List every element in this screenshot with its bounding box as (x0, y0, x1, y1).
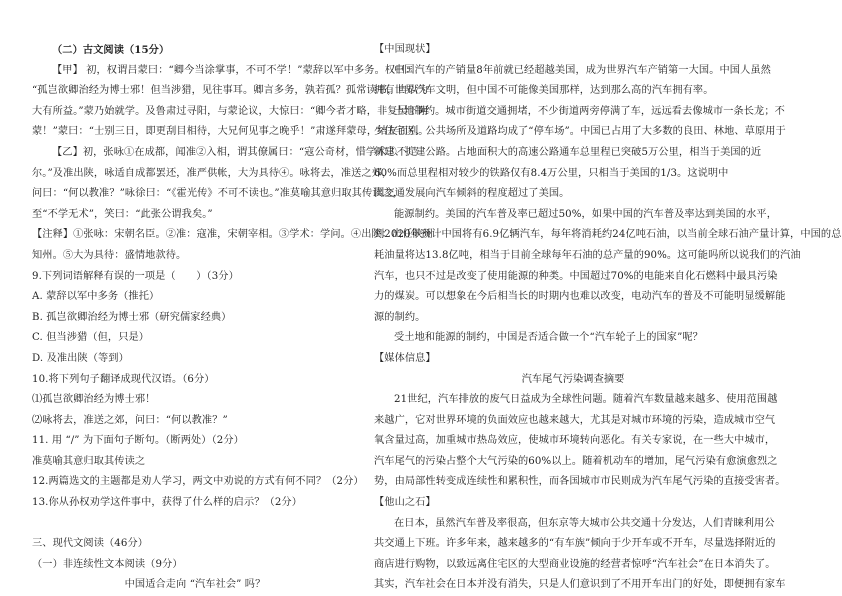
annotation-line: 【注释】①张咏：宋朝名臣。②准：寇准，宋朝宰相。③学术：学问。④出陕：出任陕州 (32, 229, 434, 241)
text-line: 60%而总里程相对较少的铁路仅有8.4万公里，只相当于美国的1/3。这说明中 (374, 167, 729, 179)
option-d: D. 及准出陕（等到） (32, 352, 129, 364)
question-11-sentence: 准莫喻其意归取其传读之 (32, 455, 146, 467)
text-line: 【乙】初，张咏①在成都，闻准②入相，谓其僚属曰：“寇公奇材，惜学术③不足 (52, 146, 418, 158)
text-line: 至“不学无术”，笑曰：“此张公谓我矣。” (32, 208, 213, 220)
option-a: A. 蒙辞以军中多务（推托） (32, 291, 160, 303)
text-line: 共交通上下班。许多年来，越来越多的“有车族”倾向于少开车或不开车，尽量选择附近的 (374, 538, 776, 550)
section-heading: （二）古文阅读（15分） (52, 44, 170, 56)
text-line: 汽车尾气的污染占整个大气污染的60%以上。随着机动车的增加，尾气污染有愈演愈烈之 (374, 455, 778, 467)
text-line: 势，由局部性转变成连续性和累积性，而各国城市市民则成为汽车尾气污染的直接受害者。 (374, 476, 786, 488)
question-10-1: ⑴孤岂欲卿治经为博士邪！ (32, 394, 156, 406)
question-13: 13.你从孙权劝学这件事中，获得了什么样的启示？（2分） (32, 497, 302, 509)
text-line: 来越广，它对世界环境的负面效应也越来越大，尤其是对城市环境的污染，造成城市空气 (374, 414, 776, 426)
text-line: 在日本，虽然汽车普及率很高，但东京等大城市公共交通十分发达，人们青睐利用公 (394, 517, 775, 529)
option-b: B. 孤岂欲卿治经为博士邪（研究儒家经典） (32, 311, 232, 323)
text-line: 耗油量将达13.8亿吨，相当于目前全球每年石油的总产量的90%。这可能吗所以说我们的汽油 (374, 249, 801, 261)
option-c: C. 但当涉猎（但，只是） (32, 332, 150, 344)
article-title: 汽车尾气污染调查摘要 (521, 373, 625, 385)
text-line: 其实，汽车社会在日本并没有消失，只是人们意识到了不用开车出门的好处，即便拥有家车 (374, 579, 786, 591)
text-line: 汽车，也只不过是改变了使用能源的种类。中国超过70%的电能来自化石燃料中最具污染 (374, 270, 778, 282)
text-line: 土地制约。城市街道交通拥堵，不少街道两旁停满了车，远远看去像城市一条长龙；不 (394, 105, 785, 117)
text-line: 蒙！”蒙曰：“士别三日，即更刮目相待，大兄何见事之晚乎！”肃遂拜蒙母，结友而别。 (32, 126, 429, 138)
text-line: 少住宅区、公共场所及道路均成了“停车场”。中国已占用了大多数的良田、林地、草原用于 (374, 126, 786, 138)
text-line: 拥有世界汽车文明，但中国不可能像美国那样，达到那么高的汽车拥有率。 (374, 85, 714, 97)
spacer (32, 514, 358, 535)
text-line: 受土地和能源的制约，中国是否适合做一个“汽车轮子上的国家”呢？ (394, 332, 703, 344)
section-tag: 【中国现状】 (374, 44, 436, 55)
right-column (374, 40, 842, 596)
text-line: 氧含量过高，加重城市热岛效应，使城市环境转向恶化。有关专家说，在一些大中城市， (374, 435, 776, 447)
text-line: “孤岂欲卿治经为博士邪！但当涉猎，见往事耳。卿言多务，孰若孤？孤常读书，自以为 (32, 85, 429, 97)
text-line: 国交通发展向汽车倾斜的程度超过了美国。 (374, 188, 570, 200)
section-tag: 【他山之石】 (374, 497, 436, 509)
question-9: 9.下列词语解释有误的一项是（ ）（3分） (32, 270, 239, 282)
question-11: 11. 用 “/” 为下面句子断句。（断两处）（2分） (32, 435, 244, 447)
text-line: 问曰：“何以教准？”咏徐曰：“《霍光传》不可不读也。”准莫喻其意归取其传读之， (32, 188, 404, 200)
text-line: 新建、扩建公路。占地面积大的高速公路通车总里程已突破5万公里，相当于美国的近 (374, 146, 762, 158)
question-10-2: ⑵咏将去，准送之郊，问曰：“何以教准？” (32, 414, 228, 426)
text-line: 源的制约。 (374, 311, 426, 323)
text-line: 商店进行购物，以致远离住宅区的大型商业设施的经营者惊呼“汽车社会”在日本消失了。 (374, 558, 776, 570)
text-line: 21世纪，汽车排放的废气日益成为全球性问题。随着汽车数量越来越多、使用范围越 (394, 394, 778, 406)
text-line: 中国汽车的产销量8年前就已经超越美国，成为世界汽车产销第一大国。中国人虽然 (394, 64, 771, 76)
question-12: 12.两篇选文的主题都是劝人学习，两文中劝说的方式有何不同？（2分） (32, 476, 364, 488)
question-10: 10.将下列句子翻译成现代汉语。（6分） (32, 373, 215, 385)
section-tag: 【媒体信息】 (374, 352, 436, 364)
text-line: 到2020年预计中国将有6.9亿辆汽车，每年将消耗约24亿吨石油，以当前全球石油产量计算，中国的总 (374, 229, 842, 241)
section-heading: 三、现代文阅读（46分） (32, 538, 149, 550)
text-line: 大有所益。”蒙乃始就学。及鲁肃过寻阳，与蒙论议，大惊曰：“卿今者才略，非复吴下阿 (32, 105, 429, 117)
annotation-line: 知州。⑤大为具待：盛情地款待。 (32, 249, 187, 261)
text-line: 【甲】 初，权谓吕蒙曰：“卿今当涂掌事，不可不学！”蒙辞以军中多务。权曰： (52, 64, 416, 76)
text-line: 能源制约。美国的汽车普及率已超过50%，如果中国的汽车普及率达到美国的水平， (394, 208, 778, 220)
text-line: 尔。”及准出陕，咏适自成都罢还，准严供帐，大为具待④。咏将去，准送之郊， (32, 167, 393, 179)
text-line: 力的煤炭。可以想象在今后相当长的时期内也难以改变，电动汽车的普及不可能明显缓解能 (374, 291, 786, 303)
subsection-heading: （一）非连续性文本阅读（9分） (32, 558, 183, 570)
article-title: 中国适合走向 “汽车社会” 吗？ (124, 579, 266, 591)
